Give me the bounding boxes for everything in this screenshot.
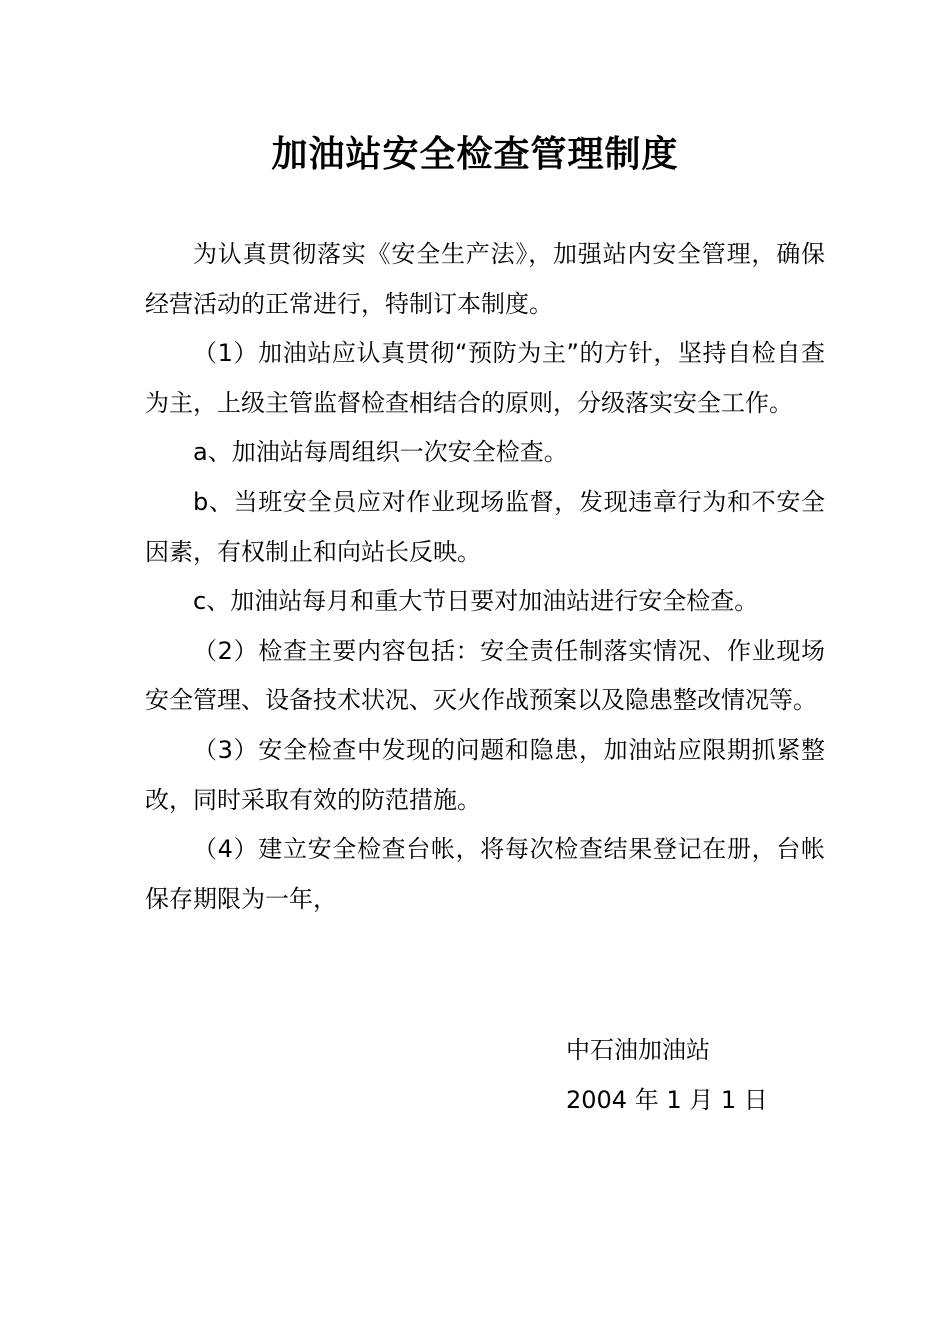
document-title: 加油站安全检查管理制度 <box>271 134 679 175</box>
paragraph-intro: 为认真贯彻落实《安全生产法》，加强站内安全管理，确保经营活动的正常进行，特制订本制度。 <box>145 240 825 318</box>
paragraph-item-4: （4）建立安全检查台帐，将每次检查结果登记在册，台帐保存期限为一年， <box>145 835 825 913</box>
document-body <box>145 230 825 924</box>
paragraph-item-1: （1）加油站应认真贯彻“预防为主”的方针，坚持自检自查为主，上级主管监督检查相结合的原则，分级落实安全工作。 <box>145 339 825 417</box>
paragraph-item-2: （2）检查主要内容包括：安全责任制落实情况、作业现场安全管理、设备技术状况、灭火作战预案以及隐患整改情况等。 <box>145 636 825 715</box>
signature-date: 2004 年 1 月 1 日 <box>566 1086 768 1114</box>
signature-organization: 中石油加油站 <box>566 1036 710 1064</box>
paragraph-item-1c: c、加油站每月和重大节日要对加油站进行安全检查。 <box>193 587 759 616</box>
paragraph-item-1a: a、加油站每周组织一次安全检查。 <box>193 438 568 467</box>
paragraph-item-1b: b、当班安全员应对作业现场监督，发现违章行为和不安全因素，有权制止和向站长反映。 <box>145 487 825 566</box>
paragraph-item-3: （3）安全检查中发现的问题和隐患，加油站应限期抓紧整改，同时采取有效的防范措施。 <box>145 735 825 814</box>
